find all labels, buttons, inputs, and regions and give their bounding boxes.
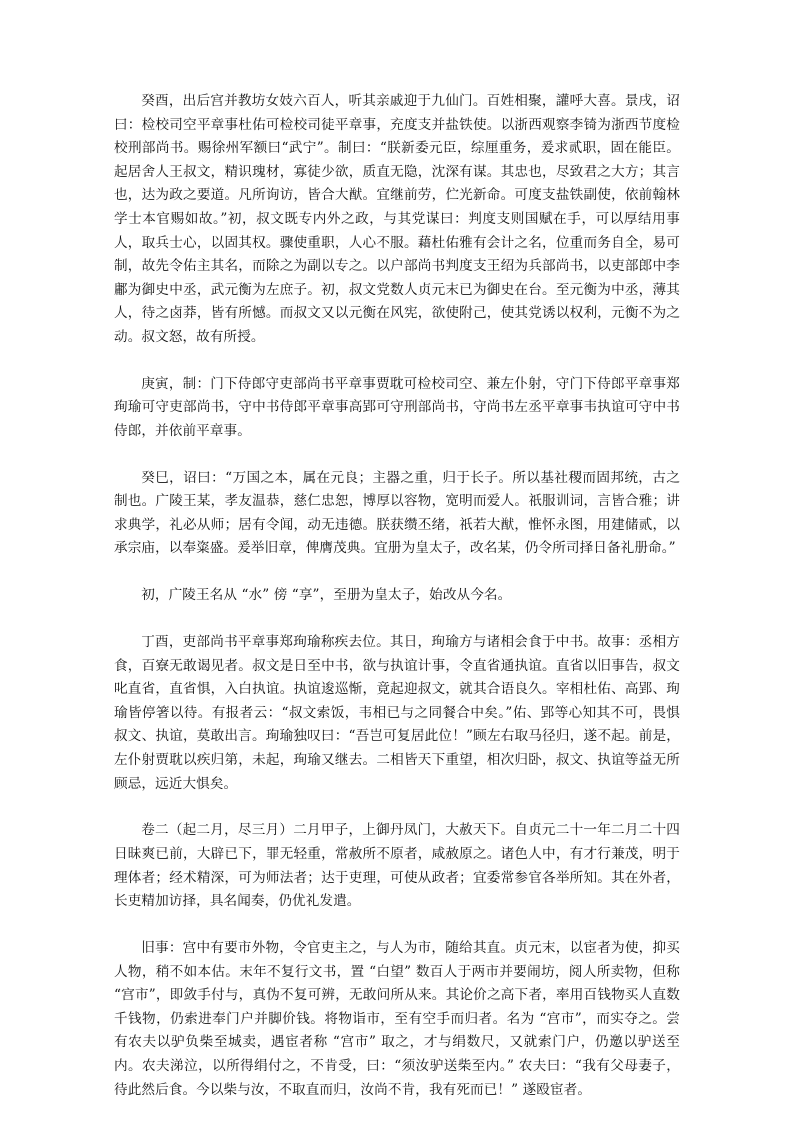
paragraph-name-change-note: 初，广陵王名从 “水” 傍 “享”，至册为皇太子，始改从今名。 (141, 587, 512, 604)
document-page (114, 90, 680, 1125)
paragraph-guisi-crown-prince: 癸巳，诏曰：“万国之本，属在元良；主器之重，归于长子。所以基社稷而固邦统，古之制也。广陵王某，孝友温恭，慈仁忠恕，博厚以容物，宽明而爱人。祇服训词，言皆合雅；讲求典学，礼必从师；居有令闻，动无违德。朕获缵丕绪，祇若大猷，惟怀永图，用建储贰，以承宗庙，以奉粢盛。爰举旧章，俾膺茂典。宜册为皇太子，改名某，仍令所司择日备礼册命。” (114, 469, 680, 557)
paragraph-guiyou-edict: 癸酉，出后宫并教坊女妓六百人，听其亲戚迎于九仙门。百姓相聚，讙呼大喜。景戌，诏曰：检校司空平章事杜佑可检校司徒平章事，充度支并盐铁使。以浙西观察李锜为浙西节度检校刑部尚书。赐徐州军额曰“武宁”。制曰：“朕新委元臣，综厘重务，爰求贰职，固在能臣。起居舍人王叔文，精识瑰材，寡徒少欲，质直无隐，沈深有谋。其忠也，尽致君之大方；其言也，达为政之要道。凡所询访，皆合大猷。宜继前劳，伫光新命。可度支盐铁副使，依前翰林学士本官赐如故。”初，叔文既专内外之政，与其党谋曰：判度支则国赋在手，可以厚结用事人，取兵士心，以固其权。骤使重职，人心不服。藉杜佑雅有会计之名，位重而务自全，易可制，故先令佑主其名，而除之为副以专之。以户部尚书判度支王绍为兵部尚书，以吏部郎中李鄘为御史中丞，武元衡为左庶子。初，叔文党数人贞元末已为御史在台。至元衡为中丞，薄其人，待之卤莽，皆有所憾。而叔文又以元衡在风宪，欲使附己，使其党诱以权利，元衡不为之动。叔文怒，故有所授。 (114, 93, 680, 345)
paragraph-gengyin-appointments: 庚寅，制：门下侍郎守吏部尚书平章事贾耽可检校司空、兼左仆射，守门下侍郎平章事郑珣瑜可守吏部尚书，守中书侍郎平章事高郢可守刑部尚书，守尚书左丞平章事韦执谊可守中书侍郎，并依前平章事。 (114, 375, 680, 439)
paragraph-volume-two-amnesty: 卷二（起二月，尽三月）二月甲子，上御丹凤门，大赦天下。自贞元二十一年二月二十四日昧爽已前，大辟已下，罪无轻重，常赦所不原者，咸赦原之。诸色人中，有才行兼茂，明于理体者；经术精深，可为师法者；达于吏理，可使从政者；宜委常参官各举所知。其在外者，长吏精加访择，具名闻奏，仍优礼发遣。 (114, 822, 680, 910)
paragraph-palace-market: 旧事：宫中有要市外物，令官吏主之，与人为市，随给其直。贞元末，以宦者为使，抑买人物，稍不如本估。末年不复行文书，置 “白望” 数百人于两市并要闹坊，阅人所卖物，但称 “宫市”，即敛手付与，真伪不复可辨，无敢问所从来。其论价之高下者，率用百钱物买人直数千钱物，仍索进奉门户并脚价钱。将物诣市，至有空手而归者。名为 “宫市”，而实夺之。尝有农夫以驴负柴至城卖，遇宦者称 “宫市” 取之，才与绢数尺，又就索门户，仍邀以驴送至内。农夫涕泣，以所得绢付之，不肯受，曰：“须汝驴送柴至内。” 农夫曰：“我有父母妻子，待此然后食。今以柴与汝，不取直而归，汝尚不肯，我有死而已！” 遂殴宦者。 (114, 939, 680, 1098)
paragraph-dingyou-resignation: 丁酉，吏部尚书平章事郑珣瑜称疾去位。其日，珣瑜方与诸相会食于中书。故事：丞相方食，百寮无敢谒见者。叔文是日至中书，欲与执谊计事，令直省通执谊。直省以旧事告，叔文叱直省，直省惧，入白执谊。执谊逡巡惭，竟起迎叔文，就其合语良久。宰相杜佑、高郢、珣瑜皆停箸以待。有报者云：“叔文索饭，韦相已与之同餐合中矣。”佑、郢等心知其不可，畏惧叔文、执谊，莫敢出言。珣瑜独叹曰：“吾岂可复居此位！”顾左右取马径归，遂不起。前是，左仆射贾耽以疾归第，未起，珣瑜又继去。二相皆天下重望，相次归卧，叔文、执谊等益无所顾忌，远近大惧矣。 (114, 634, 680, 792)
